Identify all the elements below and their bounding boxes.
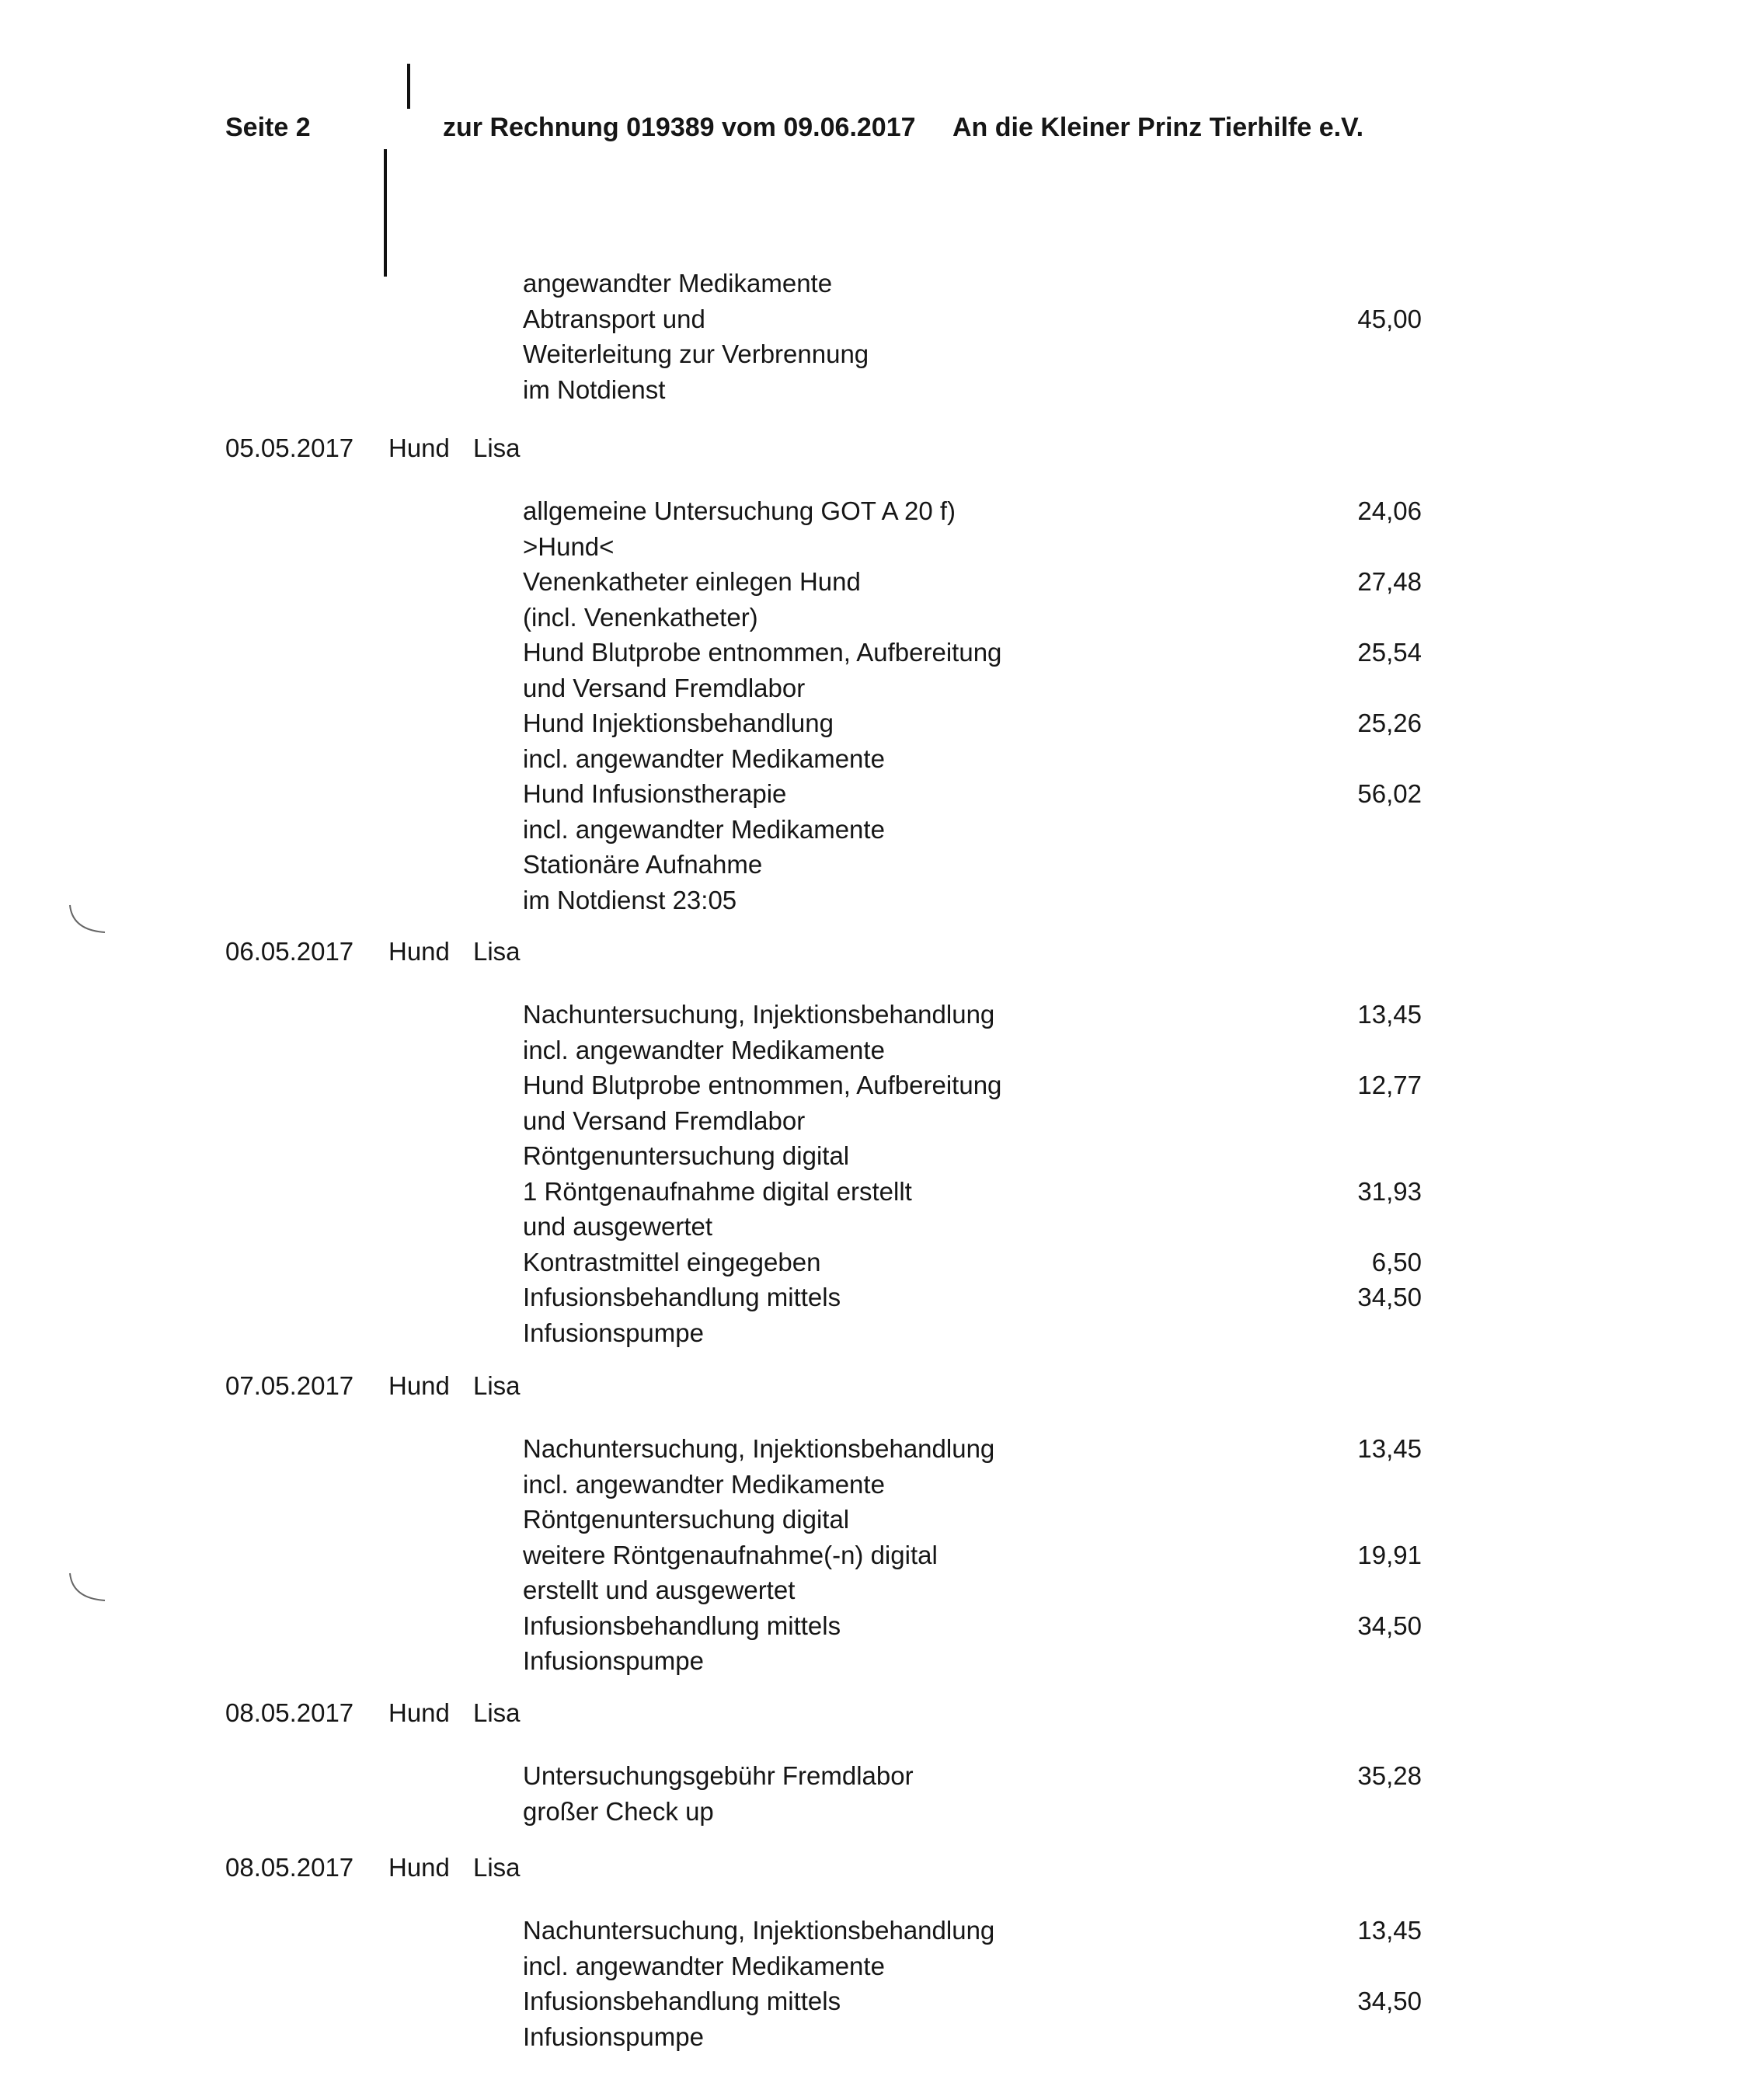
line-amount: 34,50 bbox=[1357, 1283, 1422, 1311]
line-description: im Notdienst bbox=[523, 374, 666, 404]
line-description: incl. angewandter Medikamente bbox=[523, 1469, 885, 1499]
line-amount: 6,50 bbox=[1371, 1247, 1422, 1276]
line-amount: 31,93 bbox=[1357, 1176, 1422, 1206]
animal-type: Hund bbox=[388, 1853, 450, 1882]
line-description: 1 Röntgenaufnahme digital erstellt bbox=[523, 1176, 912, 1206]
line-amount: 13,45 bbox=[1357, 1434, 1422, 1463]
page-header bbox=[0, 113, 1762, 151]
margin-mark bbox=[384, 149, 387, 277]
line-amount: 13,45 bbox=[1357, 1916, 1422, 1945]
margin-mark bbox=[407, 64, 410, 109]
visit-date: 06.05.2017 bbox=[225, 937, 354, 966]
line-description: >Hund< bbox=[523, 531, 615, 561]
line-description: (incl. Venenkatheter) bbox=[523, 602, 758, 632]
line-description: Nachuntersuchung, Injektionsbehandlung bbox=[523, 1916, 995, 1945]
line-description: und Versand Fremdlabor bbox=[523, 1106, 806, 1135]
line-description: Hund Blutprobe entnommen, Aufbereitung bbox=[523, 1071, 1002, 1099]
pet-name: Lisa bbox=[473, 1698, 521, 1727]
line-amount: 56,02 bbox=[1357, 779, 1422, 808]
line-description: angewandter Medikamente bbox=[523, 269, 833, 298]
pet-name: Lisa bbox=[473, 937, 521, 966]
line-description: Röntgenuntersuchung digital bbox=[523, 1505, 850, 1534]
line-amount: 19,91 bbox=[1357, 1540, 1422, 1569]
line-description: Infusionspumpe bbox=[523, 1318, 704, 1347]
line-amount: 12,77 bbox=[1357, 1071, 1422, 1099]
line-description: Hund Injektionsbehandlung bbox=[523, 709, 834, 737]
recipient: An die Kleiner Prinz Tierhilfe e.V. bbox=[952, 113, 1364, 142]
line-description: und Versand Fremdlabor bbox=[523, 673, 806, 702]
line-amount: 13,45 bbox=[1357, 1000, 1422, 1029]
punch-hole-mark bbox=[62, 901, 117, 948]
animal-type: Hund bbox=[388, 1371, 450, 1400]
line-description: Infusionspumpe bbox=[523, 2022, 704, 2051]
animal-type: Hund bbox=[388, 1698, 450, 1727]
line-description: Infusionsbehandlung mittels bbox=[523, 1611, 841, 1640]
pet-name: Lisa bbox=[473, 1371, 521, 1400]
line-amount: 34,50 bbox=[1357, 1987, 1422, 2015]
line-description: im Notdienst 23:05 bbox=[523, 885, 737, 914]
line-description: allgemeine Untersuchung GOT A 20 f) bbox=[523, 496, 956, 525]
line-description: weitere Röntgenaufnahme(-n) digital bbox=[523, 1540, 938, 1569]
line-description: incl. angewandter Medikamente bbox=[523, 1951, 885, 1980]
pet-name: Lisa bbox=[473, 1853, 521, 1882]
line-description: Infusionsbehandlung mittels bbox=[523, 1987, 841, 2015]
line-description: Hund Infusionstherapie bbox=[523, 779, 787, 808]
line-description: Venenkatheter einlegen Hund bbox=[523, 567, 861, 596]
line-description: incl. angewandter Medikamente bbox=[523, 814, 885, 844]
line-description: Untersuchungsgebühr Fremdlabor bbox=[523, 1761, 914, 1790]
line-amount: 34,50 bbox=[1357, 1611, 1422, 1640]
invoice-reference: zur Rechnung 019389 vom 09.06.2017 bbox=[443, 113, 916, 142]
line-description: Röntgenuntersuchung digital bbox=[523, 1141, 850, 1170]
line-description: Stationäre Aufnahme bbox=[523, 850, 763, 879]
line-amount: 35,28 bbox=[1357, 1761, 1422, 1790]
animal-type: Hund bbox=[388, 434, 450, 462]
page-number: Seite 2 bbox=[225, 113, 311, 142]
line-amount: 27,48 bbox=[1357, 567, 1422, 596]
visit-date: 08.05.2017 bbox=[225, 1853, 354, 1882]
line-description: und ausgewertet bbox=[523, 1212, 713, 1241]
line-amount: 24,06 bbox=[1357, 496, 1422, 525]
line-description: Infusionspumpe bbox=[523, 1646, 704, 1675]
line-description: erstellt und ausgewertet bbox=[523, 1576, 796, 1604]
pet-name: Lisa bbox=[473, 434, 521, 462]
visit-date: 07.05.2017 bbox=[225, 1371, 354, 1400]
visit-date: 05.05.2017 bbox=[225, 434, 354, 462]
line-description: großer Check up bbox=[523, 1796, 714, 1826]
line-description: Abtransport und bbox=[523, 304, 705, 333]
line-amount: 45,00 bbox=[1357, 304, 1422, 333]
line-description: Nachuntersuchung, Injektionsbehandlung bbox=[523, 1000, 995, 1029]
line-description: Infusionsbehandlung mittels bbox=[523, 1283, 841, 1311]
line-description: Hund Blutprobe entnommen, Aufbereitung bbox=[523, 638, 1002, 667]
visit-date: 08.05.2017 bbox=[225, 1698, 354, 1727]
animal-type: Hund bbox=[388, 937, 450, 966]
line-description: incl. angewandter Medikamente bbox=[523, 1035, 885, 1064]
line-description: Kontrastmittel eingegeben bbox=[523, 1247, 821, 1276]
line-amount: 25,26 bbox=[1357, 709, 1422, 737]
line-description: incl. angewandter Medikamente bbox=[523, 744, 885, 773]
line-description: Nachuntersuchung, Injektionsbehandlung bbox=[523, 1434, 995, 1463]
punch-hole-mark bbox=[62, 1569, 117, 1616]
line-description: Weiterleitung zur Verbrennung bbox=[523, 340, 869, 368]
line-amount: 25,54 bbox=[1357, 638, 1422, 667]
